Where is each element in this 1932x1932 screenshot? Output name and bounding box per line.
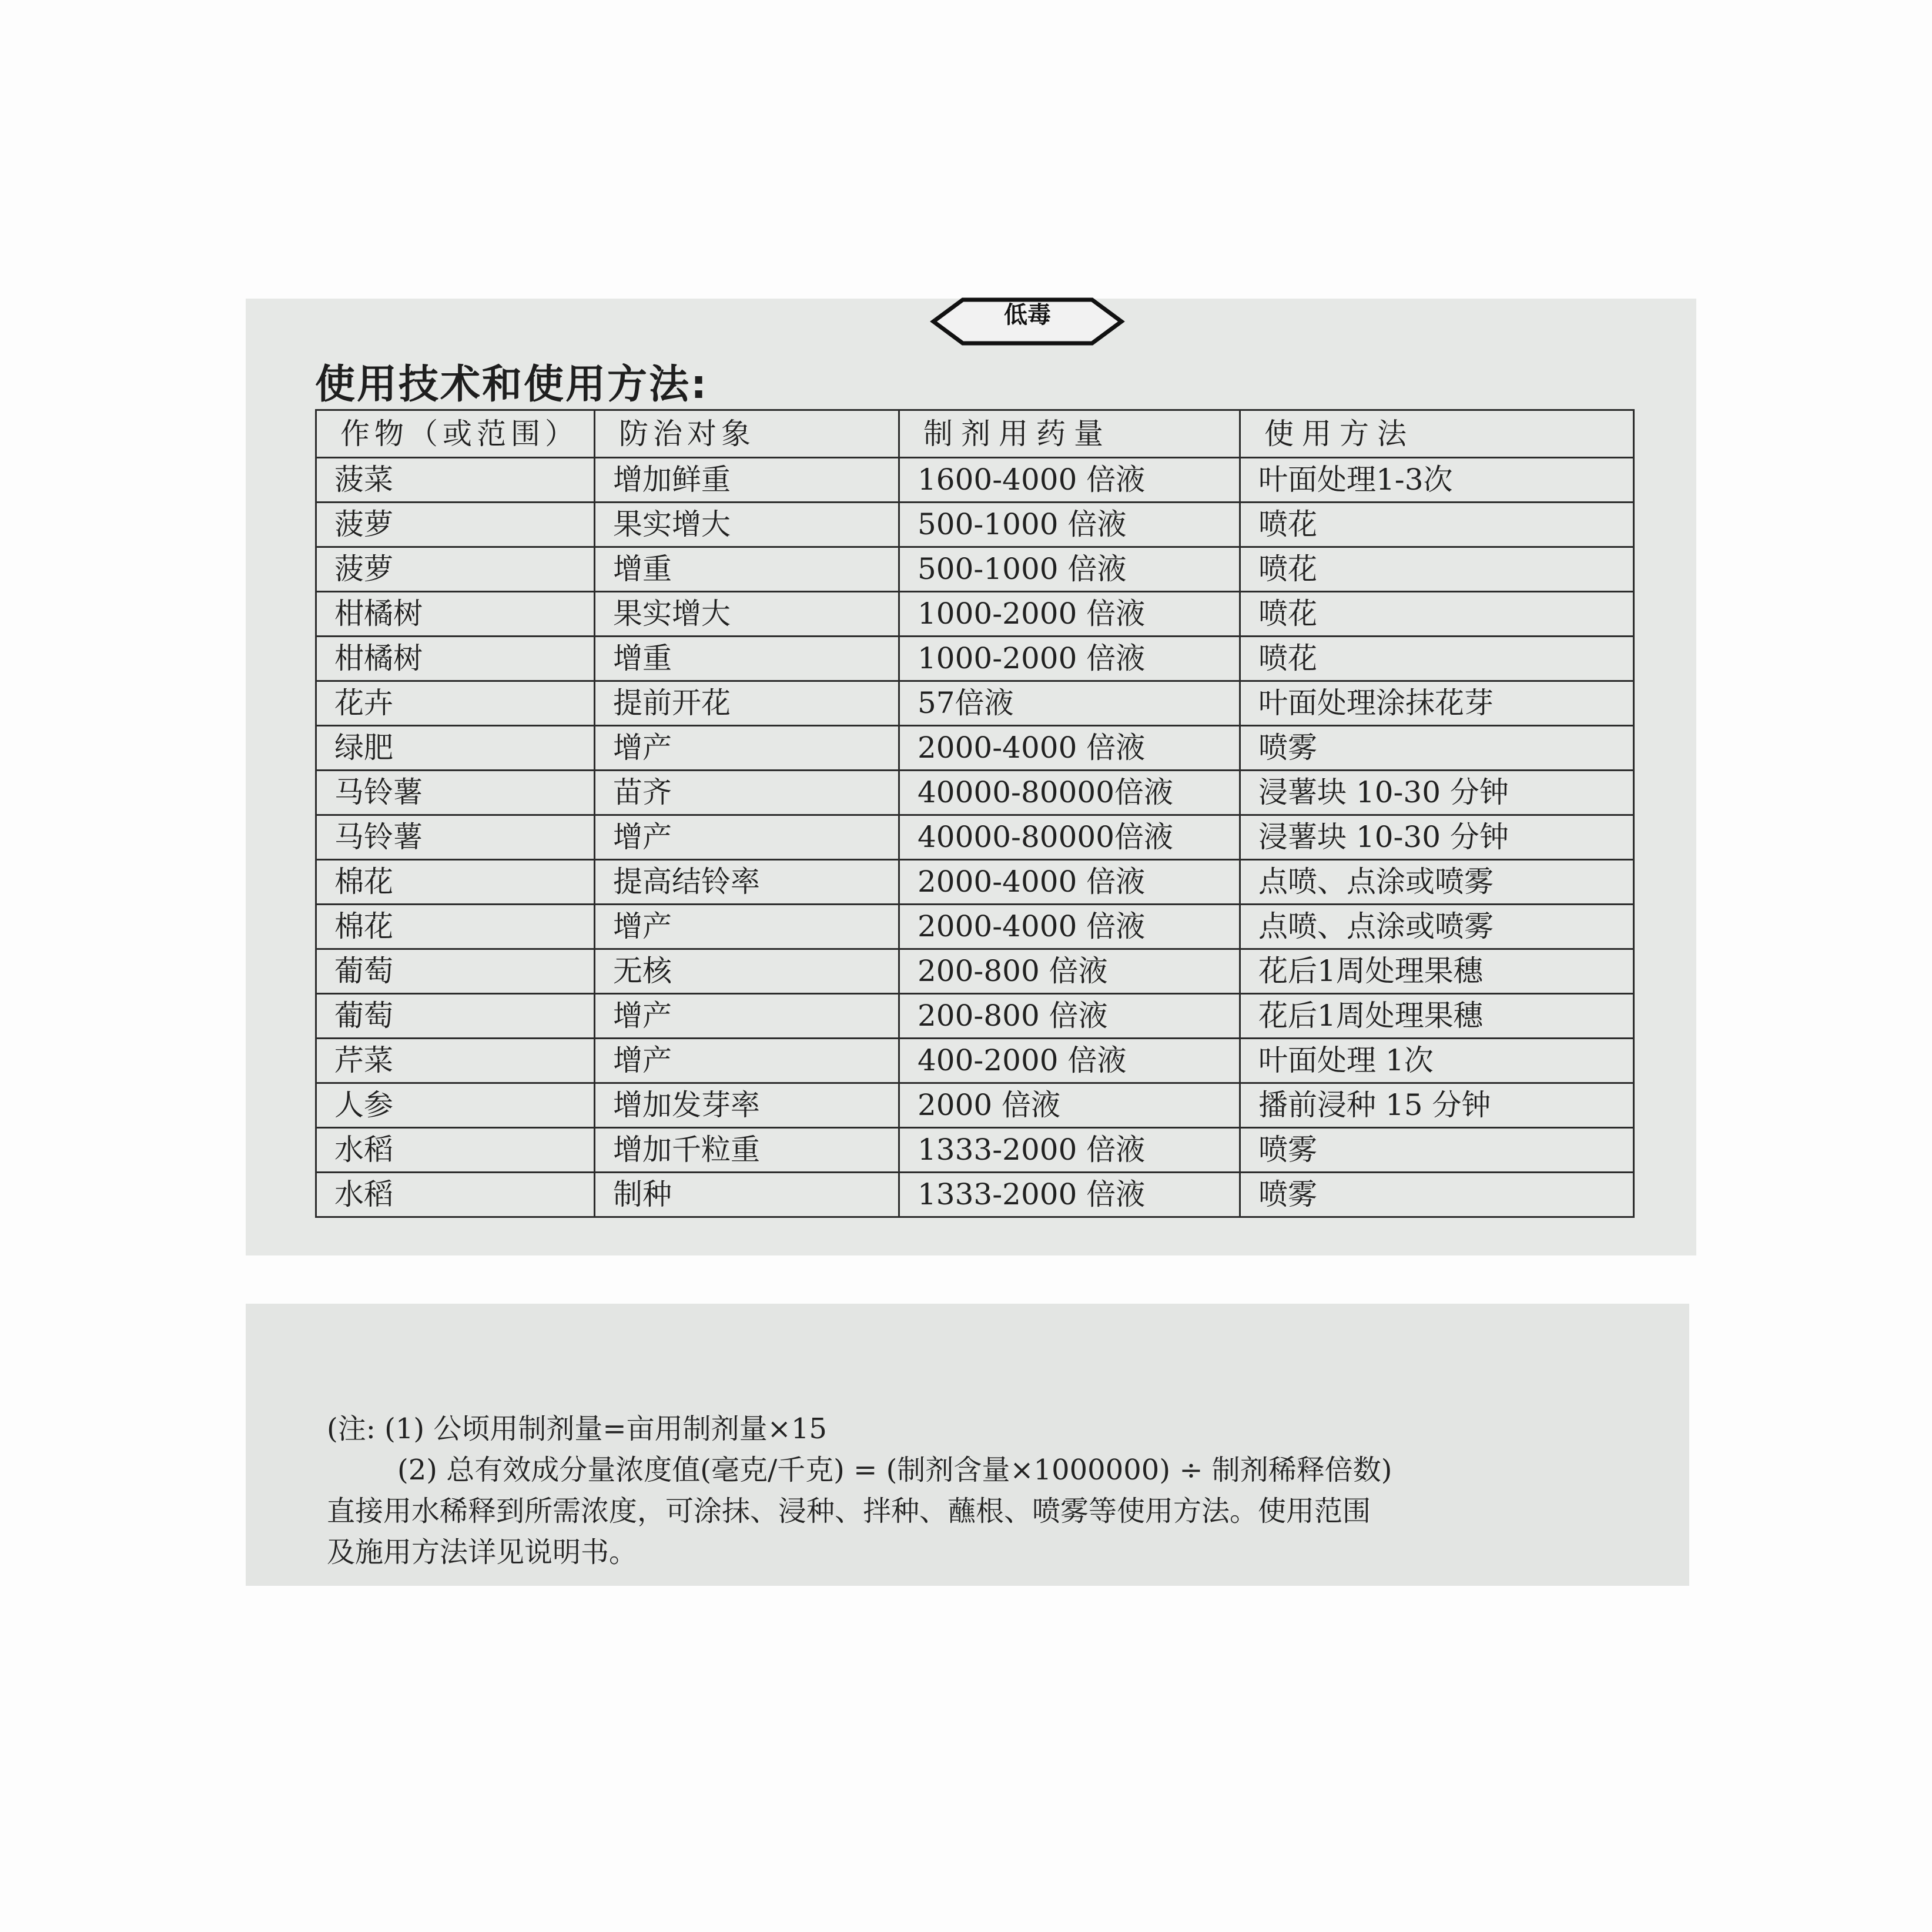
method-cell: 叶面处理1-3次 [1240, 458, 1634, 503]
target-cell: 增产 [595, 994, 899, 1039]
method-cell: 浸薯块 10-30 分钟 [1240, 815, 1634, 860]
method-cell: 喷雾 [1240, 1173, 1634, 1217]
method-cell: 叶面处理 1次 [1240, 1039, 1634, 1083]
target-cell: 增产 [595, 726, 899, 771]
method-cell: 播前浸种 15 分钟 [1240, 1083, 1634, 1128]
table-row [316, 681, 1634, 726]
target-cell: 增加千粒重 [595, 1128, 899, 1173]
column-header-target: 防治对象 [595, 410, 899, 458]
table-row [316, 637, 1634, 681]
method-cell: 喷花 [1240, 547, 1634, 592]
notes-text [327, 1408, 1667, 1573]
table-row [316, 1083, 1634, 1128]
table-row [316, 547, 1634, 592]
table-row [316, 949, 1634, 994]
crop-cell: 棉花 [316, 905, 595, 949]
crop-cell: 葡萄 [316, 994, 595, 1039]
method-cell: 喷雾 [1240, 726, 1634, 771]
target-cell: 增加鲜重 [595, 458, 899, 503]
dosage-cell: 1333-2000 倍液 [899, 1128, 1240, 1173]
crop-cell: 绿肥 [316, 726, 595, 771]
column-header-crop: 作物（或范围） [316, 410, 595, 458]
target-cell: 提高结铃率 [595, 860, 899, 905]
notes-panel [246, 1304, 1689, 1586]
crop-cell: 柑橘树 [316, 637, 595, 681]
column-header-method: 使用方法 [1240, 410, 1634, 458]
crop-cell: 马铃薯 [316, 771, 595, 815]
target-cell: 果实增大 [595, 592, 899, 637]
crop-cell: 芹菜 [316, 1039, 595, 1083]
note-line-4: 及施用方法详见说明书。 [327, 1536, 638, 1569]
note-line-2: (2) 总有效成分量浓度值(毫克/千克) = (制剂含量×1000000) ÷ 制剂稀释倍数) [397, 1454, 1392, 1486]
crop-cell: 人参 [316, 1083, 595, 1128]
table-row [316, 592, 1634, 637]
dosage-cell: 1000-2000 倍液 [899, 592, 1240, 637]
crop-cell: 马铃薯 [316, 815, 595, 860]
target-cell: 果实增大 [595, 503, 899, 547]
target-cell: 增重 [595, 637, 899, 681]
target-cell: 苗齐 [595, 771, 899, 815]
dosage-cell: 200-800 倍液 [899, 994, 1240, 1039]
target-cell: 增产 [595, 815, 899, 860]
crop-cell: 棉花 [316, 860, 595, 905]
crop-cell: 菠萝 [316, 547, 595, 592]
method-cell: 点喷、点涂或喷雾 [1240, 860, 1634, 905]
dosage-cell: 40000-80000倍液 [899, 771, 1240, 815]
note-line-3: 直接用水稀释到所需浓度，可涂抹、浸种、拌种、蘸根、喷雾等使用方法。使用范围 [327, 1495, 1371, 1528]
target-cell: 无核 [595, 949, 899, 994]
low-toxicity-badge [922, 289, 1133, 354]
target-cell: 制种 [595, 1173, 899, 1217]
target-cell: 提前开花 [595, 681, 899, 726]
table-row [316, 1128, 1634, 1173]
table-header-row [316, 410, 1634, 458]
crop-cell: 葡萄 [316, 949, 595, 994]
table-row [316, 815, 1634, 860]
usage-table-panel [246, 299, 1696, 1255]
dosage-cell: 1600-4000 倍液 [899, 458, 1240, 503]
method-cell: 喷花 [1240, 503, 1634, 547]
dosage-cell: 40000-80000倍液 [899, 815, 1240, 860]
badge-label: 低毒 [1004, 302, 1051, 329]
dosage-cell: 2000-4000 倍液 [899, 860, 1240, 905]
dosage-cell: 57倍液 [899, 681, 1240, 726]
table-row [316, 860, 1634, 905]
usage-table [315, 409, 1635, 1218]
dosage-cell: 1333-2000 倍液 [899, 1173, 1240, 1217]
dosage-cell: 500-1000 倍液 [899, 547, 1240, 592]
dosage-cell: 400-2000 倍液 [899, 1039, 1240, 1083]
table-row [316, 503, 1634, 547]
method-cell: 花后1周处理果穗 [1240, 994, 1634, 1039]
dosage-cell: 2000-4000 倍液 [899, 726, 1240, 771]
method-cell: 喷花 [1240, 637, 1634, 681]
target-cell: 增加发芽率 [595, 1083, 899, 1128]
method-cell: 叶面处理涂抹花芽 [1240, 681, 1634, 726]
table-row [316, 458, 1634, 503]
crop-cell: 水稻 [316, 1173, 595, 1217]
note-line-1: (注: (1) 公顷用制剂量=亩用制剂量×15 [327, 1412, 827, 1445]
table-row [316, 905, 1634, 949]
crop-cell: 菠菜 [316, 458, 595, 503]
column-header-dosage: 制剂用药量 [899, 410, 1240, 458]
crop-cell: 菠萝 [316, 503, 595, 547]
dosage-cell: 200-800 倍液 [899, 949, 1240, 994]
dosage-cell: 1000-2000 倍液 [899, 637, 1240, 681]
dosage-cell: 2000 倍液 [899, 1083, 1240, 1128]
target-cell: 增重 [595, 547, 899, 592]
crop-cell: 柑橘树 [316, 592, 595, 637]
crop-cell: 花卉 [316, 681, 595, 726]
method-cell: 浸薯块 10-30 分钟 [1240, 771, 1634, 815]
dosage-cell: 500-1000 倍液 [899, 503, 1240, 547]
target-cell: 增产 [595, 1039, 899, 1083]
dosage-cell: 2000-4000 倍液 [899, 905, 1240, 949]
section-title: 使用技术和使用方法: [315, 361, 709, 408]
crop-cell: 水稻 [316, 1128, 595, 1173]
target-cell: 增产 [595, 905, 899, 949]
table-row [316, 1173, 1634, 1217]
table-row [316, 994, 1634, 1039]
method-cell: 喷雾 [1240, 1128, 1634, 1173]
method-cell: 点喷、点涂或喷雾 [1240, 905, 1634, 949]
table-row [316, 771, 1634, 815]
table-row [316, 1039, 1634, 1083]
method-cell: 花后1周处理果穗 [1240, 949, 1634, 994]
table-row [316, 726, 1634, 771]
method-cell: 喷花 [1240, 592, 1634, 637]
